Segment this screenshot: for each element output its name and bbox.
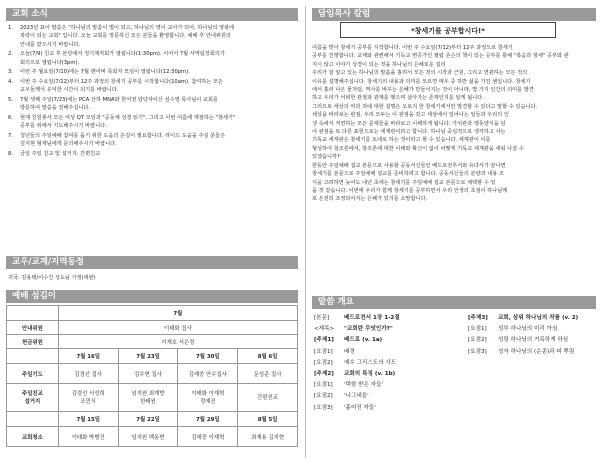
date-a-cell: 8월 6일 (238, 349, 298, 364)
news-item-text: 2023년 표어 말씀은 "하나님의 말씀이 벌이 되고, 하나님의 영이 교사가 되어, 하나님의 영광에 복락이 되는 교회" 입니다. 오늘 교회를 방문하신 모든 분들을 환영합니다. 예배 후 안내위원의 안내를 받으시기 바랍니다. (20, 25, 235, 48)
sermon-row (314, 391, 466, 402)
sermon-row-label: [주제1] (314, 337, 334, 344)
lunch-cell: 김경선 서성희 조민식 (58, 384, 118, 412)
sermon-row (468, 324, 596, 335)
news-item (8, 150, 298, 158)
duty-blank-cell (7, 306, 59, 321)
sermon-row-label: [요점1] (314, 382, 333, 389)
sermon-row (314, 313, 466, 324)
news-item (8, 96, 298, 113)
news-item (8, 132, 298, 149)
news-item-text: 7월 셋째 주일(7/23)에는 PCA 산하 MNA와 한어권 담당자이신 심수영 목사님이 교회를 방문하여 말씀을 전해주십니다. (20, 97, 219, 112)
sermon-row-text: 교회의 특징 (v. 1b) (344, 370, 396, 377)
column-body: 여름을 맞아 창세기 공부를 시작합니다. 이번 주 수요일(7/12)부터 12주 과정으로 창세기 공부를 진행합니다. 교재와 관련해서 기독교 변증가인 필립 존슨의 책이 있는 공부를 통해 "복음과 창세" 공부와 관 지시 않고 이야기 성경이 되는 것을 하나님의 은혜로운 설리 우리가 잘 알고 있는 하나님의 말씀을 흘려서 모든 것의 시작과 근원, 그리고 연관하는 모든 것의 이유를 설명해주십니다. 창세기의 내용과 의미를 모르면 매우 중 하반 삶을 가진 셈입니다. 창세기 에서 흘러 나온 물처럼, 역사를 바꾸는 은혜가 만들어지는 것이 아니라, 몇 가지 인간의 의미를 발견 하고 우리가 어떠한 관점과 관계를 맺으며 살아가는 존재인지를 알게 됩니다. 그러므로 세상의 악과 죄에 대한 설명은 오로지 한 창세기에서만 발견할 수 있다고 말할 수 있습니다. 세상을 바라보는 관점, 우리 모두는 이 관점을 갖고 세상에서 일어나는 일들과 우리의 인 생 속에서 직면하는 모든 문제들을 바라보고 이해하게 됩니다. 가치관과 행동양식을 넘 어 관점을 또 다른 표현으로는 세계관이라고 합니다. 하나님 중심적으로 생각하고 사는 기독교 세계관은 창세기를 토대로 하는 것이라고 할 수 있습니다. 세계관이 이를 형성하여 창조론에서, 창조론에 대한 이해와 확신이 없이 어떻게 기독교 세계관을 세워 나갈 수 있겠습니까? 한동안 주일예배 설교 본문으로 사용할 공동서신들인 베드로전후서와 유다서가 끝나면 창세기를 본문으로 주일예배 설교를 준비하려고 합니다. 공동서신들의 분량과 내용 조 식을 고려하면 늦어도 내년 초에는 창세기를 주일예배 설교 본문으로 채택할 수 있 을 것 같습니다. 이번에 우리가 함께 창세기를 공부하면서 우리 인생의 초점이 하나님께 로 온전히 조정되어지는 은혜가 있기를 소망합니다. (312, 45, 569, 203)
sermon-row-label: [요점3] (468, 348, 487, 355)
lunch-label: 주일친교 설거지 (7, 384, 59, 412)
sermon-row-label: [본문] (314, 315, 330, 321)
sermon-row (468, 347, 596, 358)
colleagues-header: 교우/교계/지역동정 (6, 256, 298, 269)
date-a-cell: 7월 23일 (118, 349, 178, 364)
news-item-number: 5. (8, 97, 13, 103)
lunch-cell: 간편친교 (238, 384, 298, 412)
date-a-cell: 7월 30일 (178, 349, 238, 364)
news-item-text: 이번 주 수요일(7/12)부터 12주 과정의 창세기 공부를 시작합니다(10am). 참여하는 모든 교우들께서 유익한 시간이 되기를 바랍니다. (20, 79, 223, 94)
news-item (8, 68, 298, 76)
sermon-outline-left (314, 313, 466, 414)
sermon-row (468, 335, 596, 346)
sermon-row-text: '흩어진 자들' (344, 404, 376, 411)
sermon-row-text: 성령 하나님의 거룩하게 하심 (498, 337, 569, 344)
sermon-row-label: [요점2] (314, 359, 333, 366)
date-b-cell: 8월 5일 (238, 412, 298, 427)
date-a-cell: 7월 16일 (58, 349, 118, 364)
cleaning-cell: 김예중 이재혁 (178, 427, 238, 447)
news-item-text: 오늘(7/9) 친교 후 본당에서 정기제직회가 열립니다(1:30pm). 이어서 7월 사역팀장회의가 회의으로 열립니다(3pm). (20, 51, 225, 66)
cleaning-cell: 임지원 백동현 (118, 427, 178, 447)
prayer-cell: 김수현 집사 (118, 364, 178, 384)
sermon-row-text: "교회란 무엇인가?" (344, 326, 393, 333)
sermon-row-text: 성자 하나님의 (순종)과 피 뿌림 (498, 348, 575, 355)
sermon-row-label: [요점2] (314, 393, 333, 400)
prayer-cell: 김예중 안수집사 (178, 364, 238, 384)
news-item-number: 2. (8, 51, 13, 58)
sermon-row-label: [요점2] (468, 337, 487, 344)
cleaning-cell: 최재용 김지현 (238, 427, 298, 447)
guide-label: 안내위원 (7, 321, 59, 335)
sermon-row-label: [주제3] (468, 315, 488, 321)
offering-value: 이재호 서은정 (58, 335, 297, 349)
sermon-row (314, 347, 466, 358)
sermon-row-text: 교회, 삼위 하나님의 작품 (v. 2) (498, 315, 579, 321)
prayer-cell: 김경선 집사 (58, 364, 118, 384)
duty-blank-cell (7, 349, 59, 364)
sermon-row (314, 324, 466, 335)
news-item-text: 금일 주일 친교 및 설거지: 간편친교 (20, 151, 101, 157)
sermon-row (314, 369, 466, 380)
sermon-row (314, 403, 466, 414)
news-item-number: 3. (8, 69, 13, 76)
sermon-row-label: [요점1] (468, 326, 487, 333)
sermon-row-label: [요점1] (314, 348, 333, 355)
duty-blank-cell (7, 412, 59, 427)
news-list (8, 24, 298, 160)
sermon-row (468, 313, 596, 324)
sermon-outline-right (468, 313, 596, 358)
news-item-number: 1. (8, 25, 13, 31)
column-divider (305, 6, 306, 458)
sermon-row (314, 335, 466, 346)
news-item-number: 7. (8, 133, 13, 139)
lunch-cell: 임지원 최재향 한태원 (118, 384, 178, 412)
news-item (8, 78, 298, 95)
news-item-text: 현재 친원봉사 모든 여성 QT 모임과 "공동체 성경 읽기", 그리고 이번 여름에 계절하는 "창세기" 공부를 위해서 기도해주시기 바랍니다. (20, 115, 236, 130)
column-header: 담임목사 칼럼 (312, 8, 596, 21)
date-b-cell: 7월 15일 (58, 412, 118, 427)
news-item (8, 114, 298, 131)
sermon-row (314, 358, 466, 369)
sermon-header: 말씀 개요 (312, 296, 596, 309)
sermon-row-text: 배경 (344, 348, 355, 355)
sermon-row (314, 380, 466, 391)
news-item-number: 6. (8, 115, 13, 121)
sermon-row-text: 베드로 (v. 1a) (344, 337, 383, 344)
news-item-number: 4. (8, 79, 13, 85)
news-item-number: 8. (8, 151, 13, 157)
duty-header: 예배 섬김이 (6, 290, 298, 303)
news-item (8, 24, 298, 49)
colleagues-text: 귀국: 김용택/이수진 성도님 가정(애완) (8, 275, 96, 281)
sermon-row-text: 성부 하나님의 미리 아심 (498, 326, 558, 333)
sermon-row-text: '택함 받은 자들' (344, 382, 384, 389)
guide-value: 이태화 집사 (58, 321, 297, 335)
cleaning-cell: 이태화 박병건 (58, 427, 118, 447)
offering-label: 헌금위원 (7, 335, 59, 349)
prayer-label: 주일기도 (7, 364, 59, 384)
cleaning-label: 교회청소 (7, 427, 59, 447)
sermon-row-label: [주제2] (314, 370, 334, 377)
sermon-row-text: 베드로전서 1장 1-2절 (344, 315, 400, 321)
news-item-text: 청년들의 주일예배 참여를 돕기 위한 도움의 손길이 필요합니다. 라이드 도움을 주실 분들은 김지현 형제님에게 문의해주시기 바랍니다. (20, 133, 226, 148)
duty-month: 7월 (58, 306, 297, 321)
sermon-row-text: '나그네들' (344, 393, 369, 400)
news-header: 교회 소식 (6, 8, 298, 21)
column-heading: *창세기를 공부합시다!* (340, 22, 556, 38)
date-b-cell: 7월 22일 (118, 412, 178, 427)
news-item-text: 이번 주 월요일(7/10)에는 7월 맨어버 목회자 모임이 열립니다(12:30pm). (20, 69, 190, 76)
sermon-row-label: [요점3] (314, 404, 333, 411)
sermon-row-text: 예수 그리스도의 사도 (344, 359, 397, 366)
duty-table (6, 305, 298, 447)
news-item (8, 50, 298, 67)
prayer-cell: 문성준 집사 (238, 364, 298, 384)
lunch-cell: 이태화 이재혁 정예진 (178, 384, 238, 412)
sermon-row-label: <제목> (314, 326, 335, 333)
date-b-cell: 7월 29일 (178, 412, 238, 427)
